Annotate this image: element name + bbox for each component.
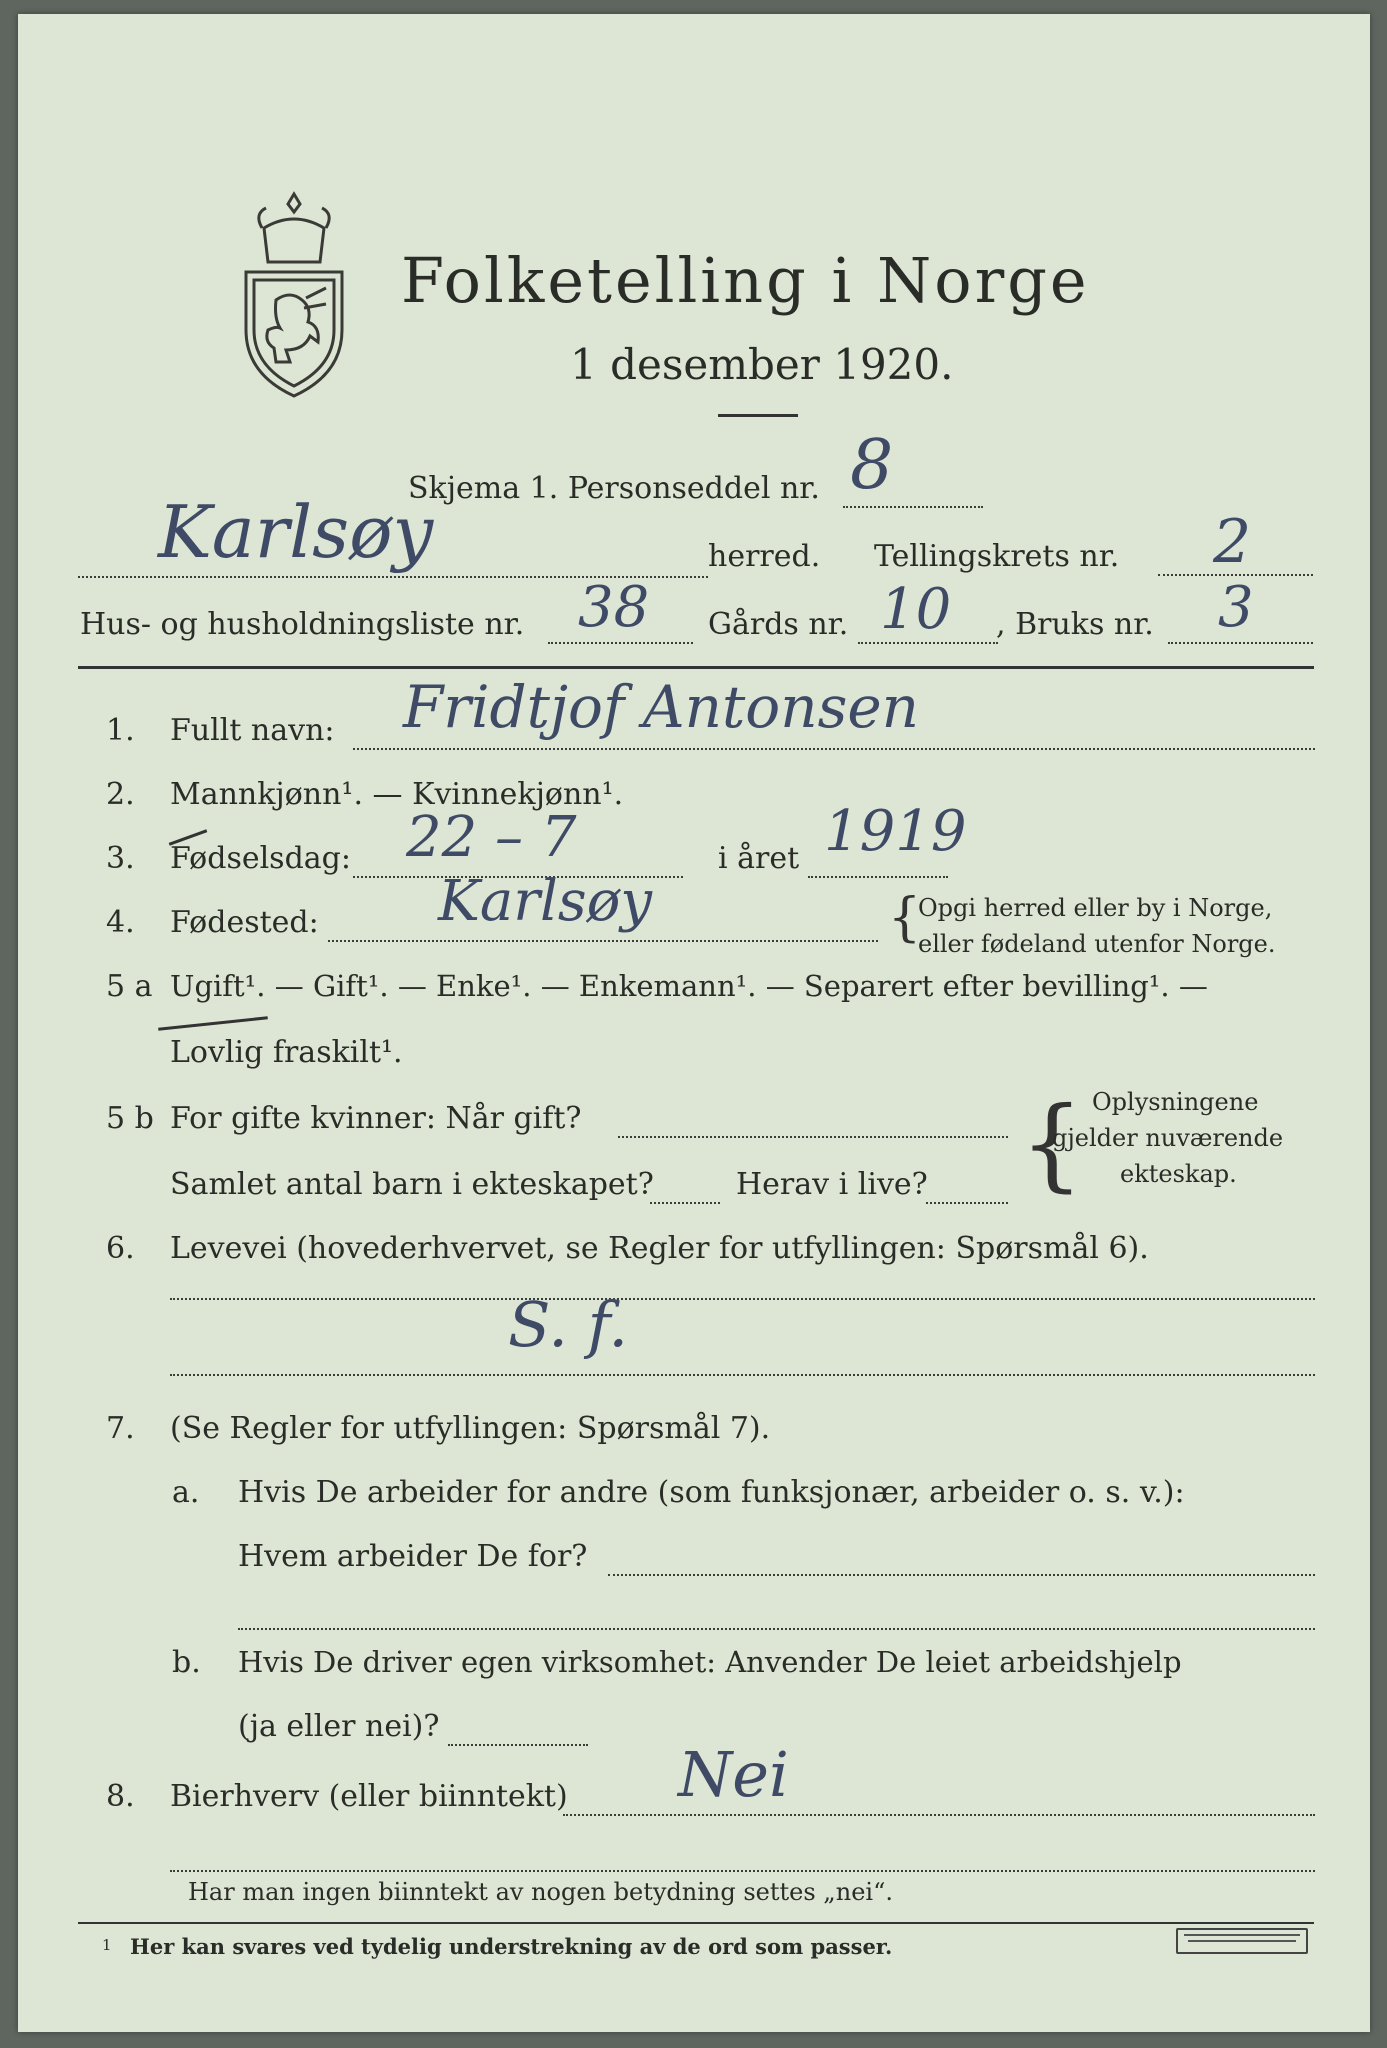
q5b-note-line3: ekteskap.	[1120, 1160, 1237, 1188]
gards-dotline	[858, 642, 998, 644]
q1-label: Fullt navn:	[170, 713, 335, 748]
q8-dotline-2	[170, 1870, 1315, 1872]
husliste-value: 38	[578, 575, 650, 640]
q5b-number: 5 b	[106, 1101, 154, 1136]
q6-dotline-2	[170, 1374, 1315, 1376]
schema-value: 8	[850, 426, 894, 505]
bruks-value: 3	[1218, 575, 1254, 640]
q7b-answer-label: (ja eller nei)?	[238, 1709, 440, 1744]
q3-birthday-value: 22 – 7	[406, 805, 577, 870]
form-title: Folketelling i Norge	[401, 244, 1090, 317]
husliste-dotline	[548, 642, 693, 644]
q6-dotline-1	[170, 1298, 1315, 1300]
gards-value: 10	[880, 577, 952, 642]
q5b-children-dotline	[650, 1202, 720, 1204]
q2-gender-options: Mannkjønn¹. — Kvinnekjønn¹.	[170, 777, 624, 812]
q3-label: Fødselsdag:	[170, 841, 351, 876]
q1-dotline	[353, 748, 1315, 750]
q8-note: Har man ingen biinntekt av nogen betydning settes „nei“.	[188, 1878, 893, 1906]
q4-dotline	[328, 940, 878, 942]
q5b-alive-label: Herav i live?	[736, 1167, 928, 1202]
q6-label: Levevei (hovederhvervet, se Regler for utfyllingen: Spørsmål 6).	[170, 1231, 1149, 1266]
schema-label: Skjema 1. Personseddel nr.	[408, 471, 820, 506]
q5a-status-options: Ugift¹. — Gift¹. — Enke¹. — Enkemann¹. — Separert efter bevilling¹. —	[170, 969, 1208, 1003]
footnote-mark: 1	[102, 1936, 112, 1954]
q2-number: 2.	[106, 777, 135, 812]
divider	[718, 414, 798, 417]
q6-number: 6.	[106, 1231, 135, 1266]
q1-fullname-value: Fridtjof Antonsen	[403, 673, 920, 741]
q3-year-value: 1919	[824, 799, 967, 864]
q4-note-line1: Opgi herred eller by i Norge,	[918, 894, 1273, 922]
q5b-alive-dotline	[926, 1202, 1008, 1204]
q7a-letter: a.	[172, 1475, 200, 1510]
herred-value: Karlsøy	[158, 490, 434, 574]
q3-number: 3.	[106, 841, 135, 876]
q3-year-label: i året	[718, 841, 800, 876]
census-form	[18, 14, 1370, 2032]
census-date: 1 desember 1920.	[570, 340, 954, 389]
bruks-label: , Bruks nr.	[996, 607, 1154, 642]
q8-label: Bierhverv (eller biinntekt)	[170, 1779, 568, 1814]
husliste-label: Hus- og husholdningsliste nr.	[80, 607, 525, 642]
q4-note-line2: eller fødeland utenfor Norge.	[918, 930, 1276, 958]
bruks-dotline	[1168, 642, 1313, 644]
herred-label: herred.	[708, 539, 821, 574]
q7a-employer-dotline	[608, 1574, 1315, 1576]
q7b-answer-dotline	[448, 1744, 588, 1746]
q7-label: (Se Regler for utfyllingen: Spørsmål 7).	[170, 1411, 771, 1446]
q5b-note-bracket: {	[1020, 1085, 1084, 1202]
q7a-employer-label: Hvem arbeider De for?	[238, 1539, 588, 1574]
q1-number: 1.	[106, 713, 135, 748]
q4-note-bracket: {	[888, 888, 922, 948]
q4-number: 4.	[106, 905, 135, 940]
header-divider	[78, 666, 1314, 669]
q5b-married-dotline	[618, 1136, 1008, 1138]
q5b-note-line2: gjelder nuværende	[1052, 1124, 1284, 1152]
schema-dotline	[843, 506, 983, 508]
q5a-number: 5 a	[106, 969, 153, 1004]
q7b-question: Hvis De driver egen virksomhet: Anvender De leiet arbeidshjelp	[238, 1645, 1182, 1679]
q7b-letter: b.	[172, 1645, 201, 1680]
gards-label: Gårds nr.	[708, 607, 849, 642]
q7a-dotline-2	[238, 1628, 1315, 1630]
q3-year-dotline	[808, 876, 948, 878]
q8-dotline	[563, 1814, 1315, 1816]
q7-number: 7.	[106, 1411, 135, 1446]
q7a-question: Hvis De arbeider for andre (som funksjonær, arbeider o. s. v.):	[238, 1475, 1185, 1510]
q5b-note-line1: Oplysningene	[1092, 1088, 1259, 1116]
printer-stamp	[1176, 1928, 1308, 1954]
tellingskrets-label: Tellingskrets nr.	[874, 539, 1120, 574]
q8-side-income-value: Nei	[678, 1738, 789, 1811]
q4-label: Fødested:	[170, 905, 319, 940]
footnote-text: Her kan svares ved tydelig understrekning av de ord som passer.	[130, 1934, 893, 1959]
norwegian-coat-of-arms-icon	[234, 188, 354, 400]
q6-occupation-value: S. f.	[508, 1288, 629, 1361]
q5a-underline-mark	[158, 1016, 268, 1030]
footnote-divider	[78, 1922, 1314, 1924]
q8-number: 8.	[106, 1779, 135, 1814]
tellingskrets-value: 2	[1213, 507, 1252, 577]
q5b-married-label: For gifte kvinner: Når gift?	[170, 1101, 582, 1136]
q5b-children-label: Samlet antal barn i ekteskapet?	[170, 1167, 654, 1202]
q5a-status-line2: Lovlig fraskilt¹.	[170, 1035, 403, 1070]
q4-birthplace-value: Karlsøy	[438, 869, 652, 934]
